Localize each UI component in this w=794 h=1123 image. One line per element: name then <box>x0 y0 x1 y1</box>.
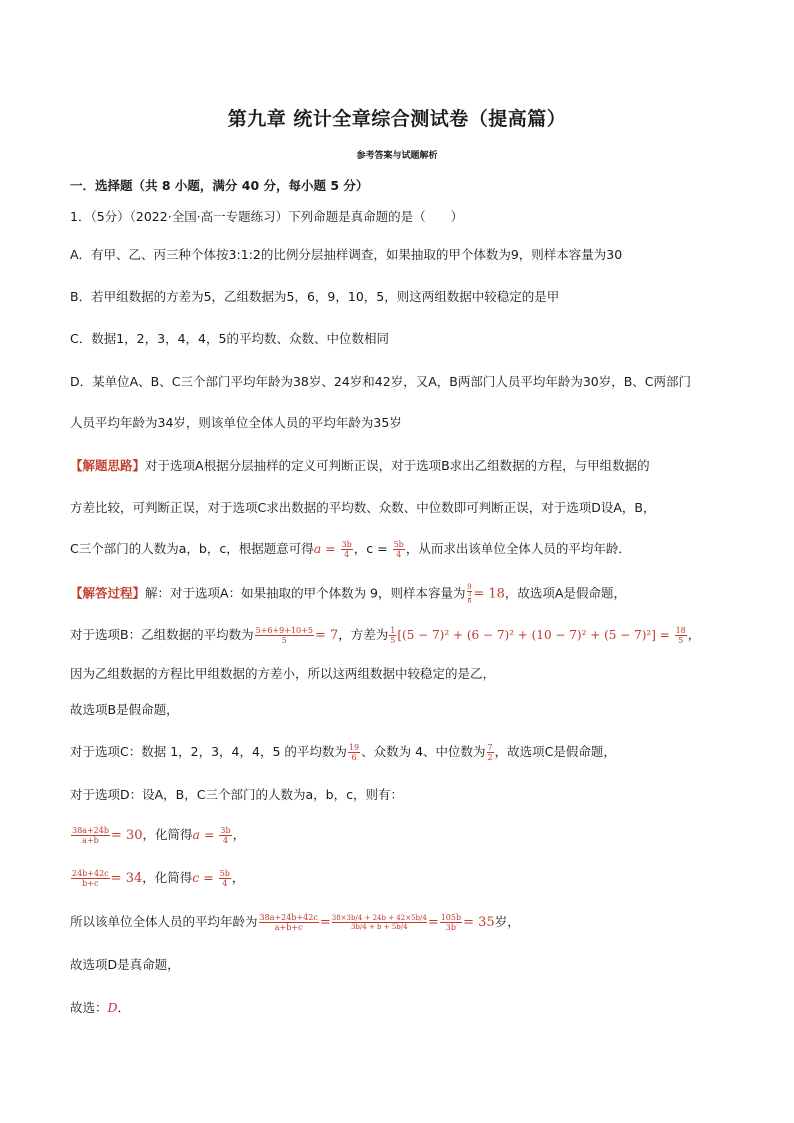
solution-d-average: 所以该单位全体人员的平均年龄为 $\frac{38a+24b+42c}{a+b+c}$ = $\frac{38\times 3b/4 + 24b + 42\times 5b/4}{3b/4 + b + 5b/4}$ = $\frac{105b}{3b}$ = 35岁， <box>70 913 520 932</box>
fraction-one-fifth: $\frac{1}{5}$ <box>390 626 396 645</box>
solution-b-compare: 因为乙组数据的方程比甲组数据的方差小，所以这两组数据中较稳定的是乙， <box>70 666 496 681</box>
solution-b-conclusion: 故选项B是假命题， <box>70 702 179 717</box>
fraction-eq2: $\frac{24b+42c}{b+c}$ <box>72 869 109 888</box>
fraction-average-simplified: $\frac{105b}{3b}$ <box>440 913 462 932</box>
option-d-line2: 人员平均年龄为34岁，则该单位全体人员的平均年龄为35岁 <box>70 415 402 430</box>
question-stem: 1．（5分）（2022·全国·高一专题练习）下列命题是真命题的是（ ） <box>70 209 464 224</box>
solution-d-eq1: $\frac{38a+24b}{a+b}$ = 30，化简得a = $\frac{3b}{4}$ ， <box>72 826 246 845</box>
solution-c: 对于选项C：数据 1，2，3，4，4，5 的平均数为 $\frac{19}{6}$ 、众数为 4、中位数为 $\frac{7}{2}$ ，故选项C是假命题， <box>70 743 616 762</box>
option-b: B．若甲组数据的方差为5，乙组数据为5，6，9，10，5，则这两组数据中较稳定的是甲 <box>70 289 560 304</box>
fraction-mean-c: $\frac{19}{6}$ <box>348 743 360 762</box>
solution-b: 对于选项B：乙组数据的平均数为 $\frac{5+6+9+10+5}{5}$ = 7，方差为 $\frac{1}{5}$ [(5 − 7)² + (6 − 7)² + (10 − 7)² + (5 − 7)²] = $\frac{18}{5}$ ， <box>70 626 701 645</box>
fraction-median-c: $\frac{7}{2}$ <box>487 743 493 762</box>
option-d-line1: D．某单位A、B、C三个部门平均年龄为38岁、24岁和42岁，又A，B两部门人员平均年龄为30岁，B、C两部门 <box>70 374 692 389</box>
option-a: A．有甲、乙、丙三种个体按3:1:2的比例分层抽样调查，如果抽取的甲个体数为9，则样本容量为30 <box>70 247 623 262</box>
fraction-eq1: $\frac{38a+24b}{a+b}$ <box>72 826 109 845</box>
analysis-line2: 方差比较，可判断正误，对于选项C求出数据的平均数、众数、中位数即可判断正误，对于选项D设A，B， <box>70 500 656 515</box>
fraction-c: $\frac{5b}{4}$ <box>393 540 404 559</box>
page-subtitle: 参考答案与试题解析 <box>356 151 438 161</box>
solution-d-conclusion: 故选项D是真命题， <box>70 957 180 972</box>
solution-d-intro: 对于选项D：设A，B，C三个部门的人数为a，b，c，则有： <box>70 787 403 802</box>
solution-d-eq2: $\frac{24b+42c}{b+c}$ = 34，化简得c = $\frac{5b}{4}$ ， <box>72 869 245 888</box>
analysis-line1: 【解题思路】对于选项A根据分层抽样的定义可判断正误，对于选项B求出乙组数据的方程，与甲组数据的 <box>70 458 650 473</box>
page-title: 第九章 统计全章综合测试卷（提高篇） <box>227 108 567 130</box>
solution-a: 【解答过程】解：对于选项A：如果抽取的甲个体数为 9，则样本容量为 $\frac{9}{\frac{3}{6}}$ = 18，故选项A是假命题， <box>70 583 626 605</box>
fraction-average-substituted: $\frac{38\times 3b/4 + 24b + 42\times 5b/4}{3b/4 + b + 5b/4}$ <box>331 914 427 931</box>
solution-tag: 【解答过程】 <box>70 585 146 601</box>
fraction-mean-b: $\frac{5+6+9+10+5}{5}$ <box>255 626 313 645</box>
final-answer: 故选：D． <box>70 1000 131 1015</box>
fraction-a: $\frac{3b}{4}$ <box>341 540 352 559</box>
analysis-tag: 【解题思路】 <box>70 458 146 473</box>
section-heading: 一．选择题（共 8 小题，满分 40 分，每小题 5 分） <box>70 178 369 193</box>
fraction-sample-size: $\frac{9}{\frac{3}{6}}$ <box>467 583 472 605</box>
fraction-average: $\frac{38a+24b+42c}{a+b+c}$ <box>259 913 318 932</box>
fraction-variance: $\frac{18}{5}$ <box>675 626 686 645</box>
analysis-line3: C三个部门的人数为a，b，c，根据题意可得a = $\frac{3b}{4}$ ，c = $\frac{5b}{4}$ ，从而求出该单位全体人员的平均年龄． <box>70 540 631 559</box>
answer-letter: D <box>107 1000 118 1015</box>
option-c: C．数据1，2，3，4，4，5的平均数、众数、中位数相同 <box>70 331 389 346</box>
